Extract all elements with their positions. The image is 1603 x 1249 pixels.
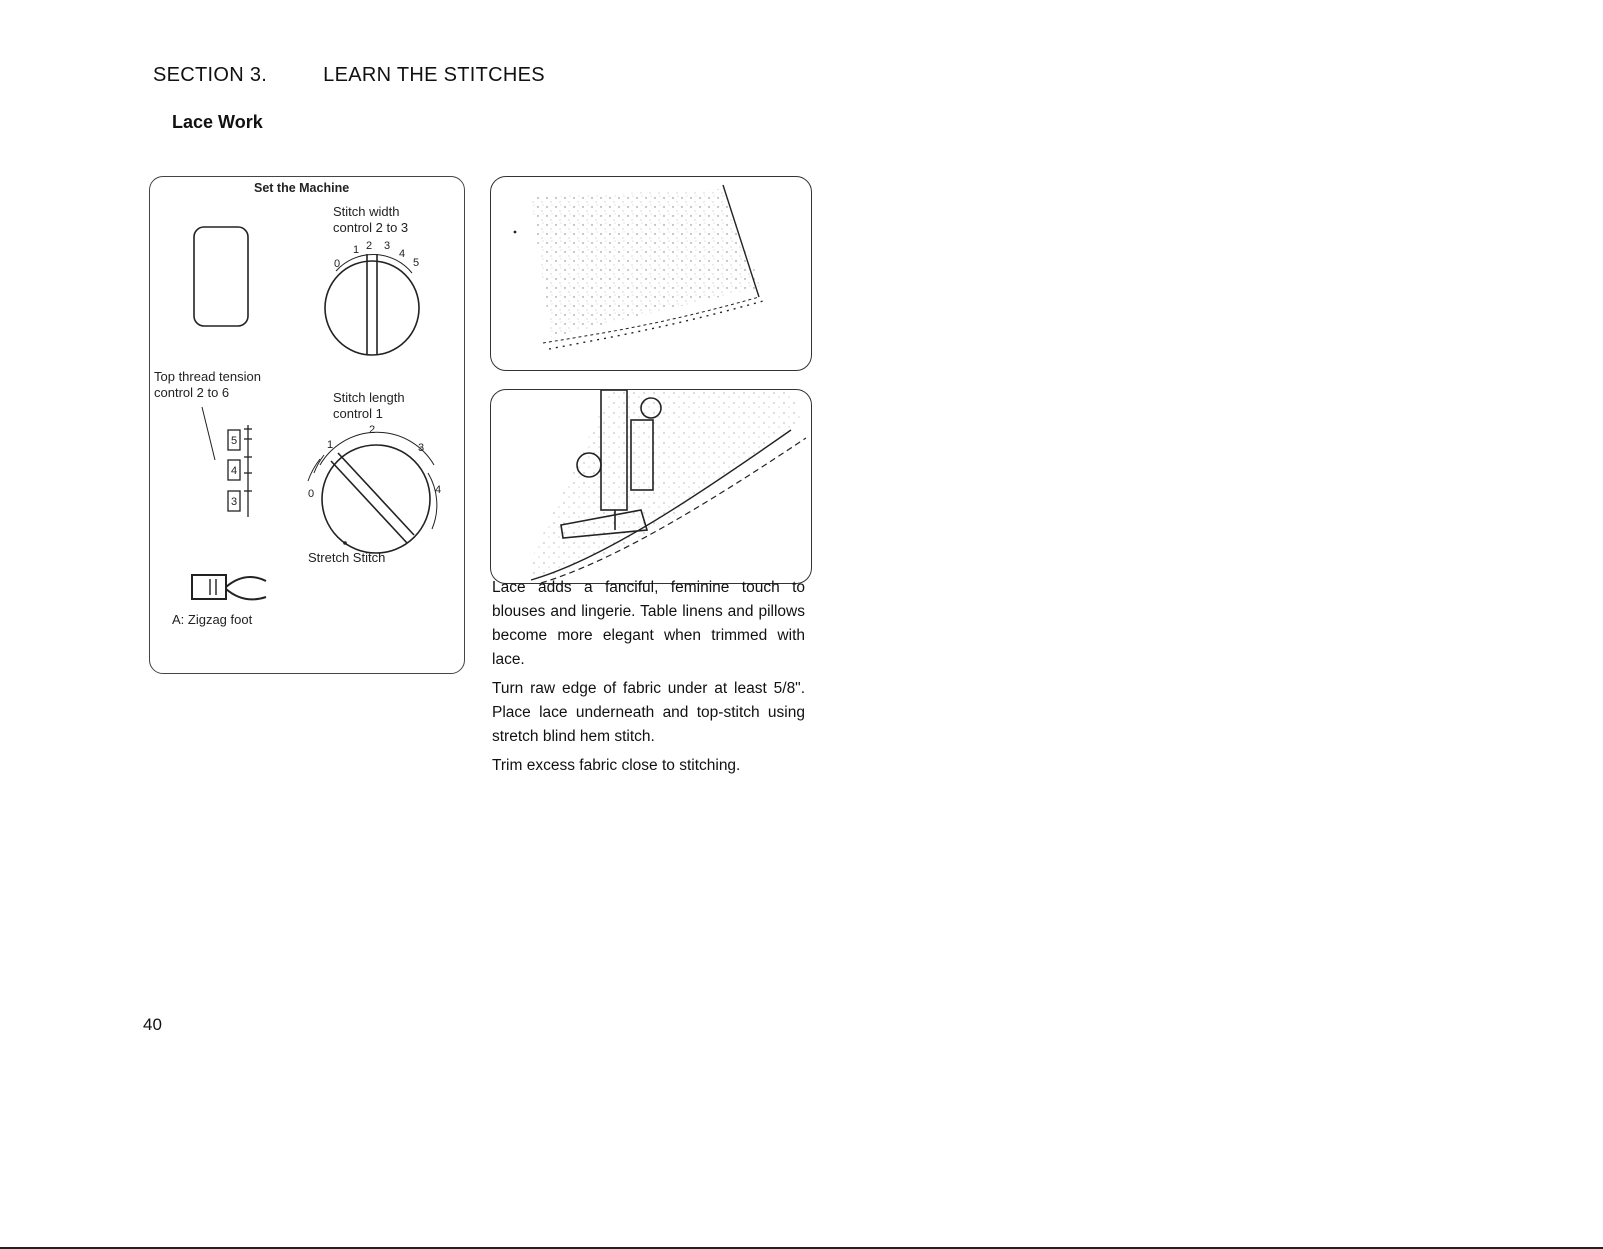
zigzag-foot-icon xyxy=(192,575,266,599)
width-dial-number: 4 xyxy=(399,248,406,260)
sewing-lace-illustration xyxy=(490,389,812,584)
tension-scale-number: 5 xyxy=(231,435,238,447)
body-paragraph: Lace adds a fanciful, feminine touch to blouses and lingerie. Table linens and pillows become more elegant when trimmed with lace. xyxy=(492,579,805,668)
length-dial-number: 1 xyxy=(327,439,334,451)
stitch-length-label: Stitch length control 1 xyxy=(333,390,405,421)
tension-scale-number: 3 xyxy=(231,496,238,508)
section-heading xyxy=(153,64,545,87)
width-dial-number: 3 xyxy=(384,240,391,252)
tension-scale-number: 4 xyxy=(231,465,238,477)
tension-pointer xyxy=(202,407,215,460)
page-number: 40 xyxy=(143,1015,162,1034)
panel-title: Set the Machine xyxy=(254,181,350,195)
machine-settings-diagram xyxy=(150,177,464,673)
length-dial-number: 4 xyxy=(435,484,442,496)
tension-scale-numbers xyxy=(231,435,237,508)
length-dial-numbers xyxy=(308,424,441,500)
length-dial-number: 2 xyxy=(369,424,376,436)
width-dial-number: 0 xyxy=(334,258,341,270)
subsection-title: Lace Work xyxy=(172,112,263,132)
body-paragraph: Turn raw edge of fabric under at least 5/8". Place lace underneath and top-stitch using stretch blind hem stitch. xyxy=(492,680,805,745)
stretch-stitch-label: Stretch Stitch xyxy=(308,550,386,565)
body-paragraph: Trim excess fabric close to stitching. xyxy=(492,757,741,774)
machine-settings-panel xyxy=(149,176,465,674)
section-number: SECTION 3. xyxy=(153,64,268,86)
width-dial-number: 1 xyxy=(353,244,360,256)
fabric-texture xyxy=(531,189,761,337)
sewing-lace-drawing xyxy=(491,390,811,583)
stitch-width-label: Stitch width control 2 to 3 xyxy=(333,204,409,235)
zigzag-foot-label: A: Zigzag foot xyxy=(172,612,253,627)
width-dial-number: 2 xyxy=(366,240,373,252)
finished-lace-drawing xyxy=(491,177,811,370)
length-dial-number: 0 xyxy=(308,488,315,500)
stretch-stitch-mark xyxy=(343,541,347,545)
section-title: LEARN THE STITCHES xyxy=(323,64,545,86)
length-dial-number: 3 xyxy=(418,442,425,454)
width-dial-number: 5 xyxy=(413,257,420,269)
finished-lace-illustration xyxy=(490,176,812,371)
tension-label: Top thread tension control 2 to 6 xyxy=(154,369,261,400)
pattern-window-icon xyxy=(194,227,248,326)
